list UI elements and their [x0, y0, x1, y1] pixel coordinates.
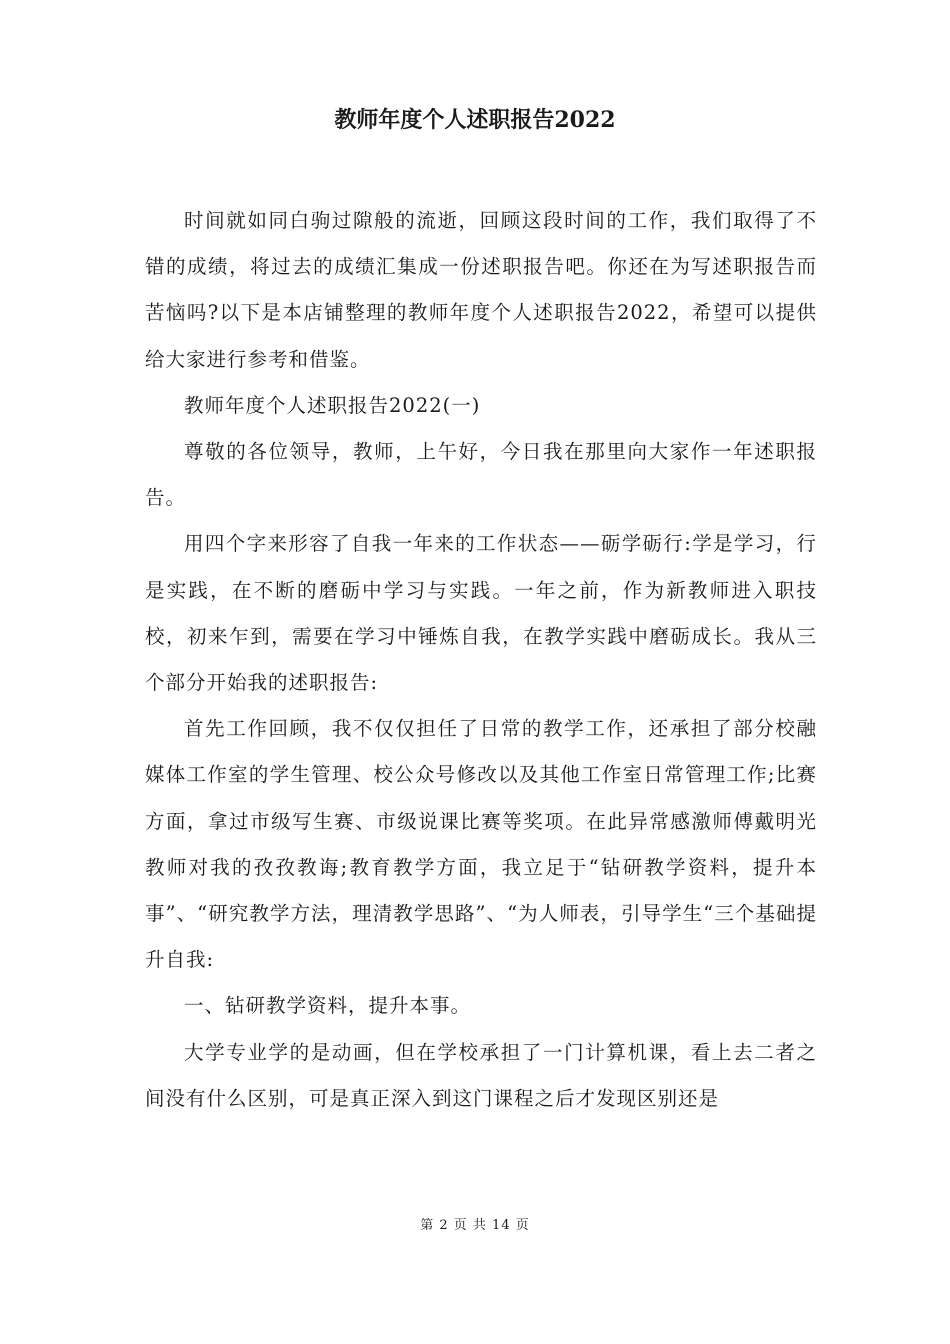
- page-footer: 第 2 页 共 14 页: [420, 1218, 530, 1233]
- paragraph-work-review: 首先工作回顾，我不仅仅担任了日常的教学工作，还承担了部分校融媒体工作室的学生管理、校公众号修改以及其他工作室日常管理工作;比赛方面，拿过市级写生赛、市级说课比赛等奖项。在此异常感激师傅戴明光教师对我的孜孜教诲;教育教学方面，我立足于“钻研教学资料，提升本事”、“研究教学方法，理清教学思路”、“为人师表，引导学生“三个基础提升自我:: [145, 717, 817, 972]
- document-title: 教师年度个人述职报告2022: [334, 107, 616, 133]
- paragraph-point-one-detail: 大学专业学的是动画，但在学校承担了一门计算机课，看上去二者之间没有什么区别，可是真正深入到这门课程之后才发现区别还是: [145, 1040, 817, 1110]
- paragraph-summary: 用四个字来形容了自我一年来的工作状态——砺学砺行:学是学习，行是实践，在不断的磨砺中学习与实践。一年之前，作为新教师进入职技校，初来乍到，需要在学习中锤炼自我，在教学实践中磨砺成长。我从三个部分开始我的述职报告:: [145, 532, 817, 695]
- paragraph-greeting: 尊敬的各位领导，教师，上午好，今日我在那里向大家作一年述职报告。: [145, 440, 817, 510]
- paragraph-intro: 时间就如同白驹过隙般的流逝，回顾这段时间的工作，我们取得了不错的成绩，将过去的成绩汇集成一份述职报告吧。你还在为写述职报告而苦恼吗?以下是本店铺整理的教师年度个人述职报告2022，希望可以提供给大家进行参考和借鉴。: [145, 209, 817, 371]
- paragraph-section-heading: 教师年度个人述职报告2022(一): [184, 393, 481, 417]
- document-body: [145, 198, 817, 1122]
- paragraph-point-one: 一、钻研教学资料，提升本事。: [184, 994, 472, 1018]
